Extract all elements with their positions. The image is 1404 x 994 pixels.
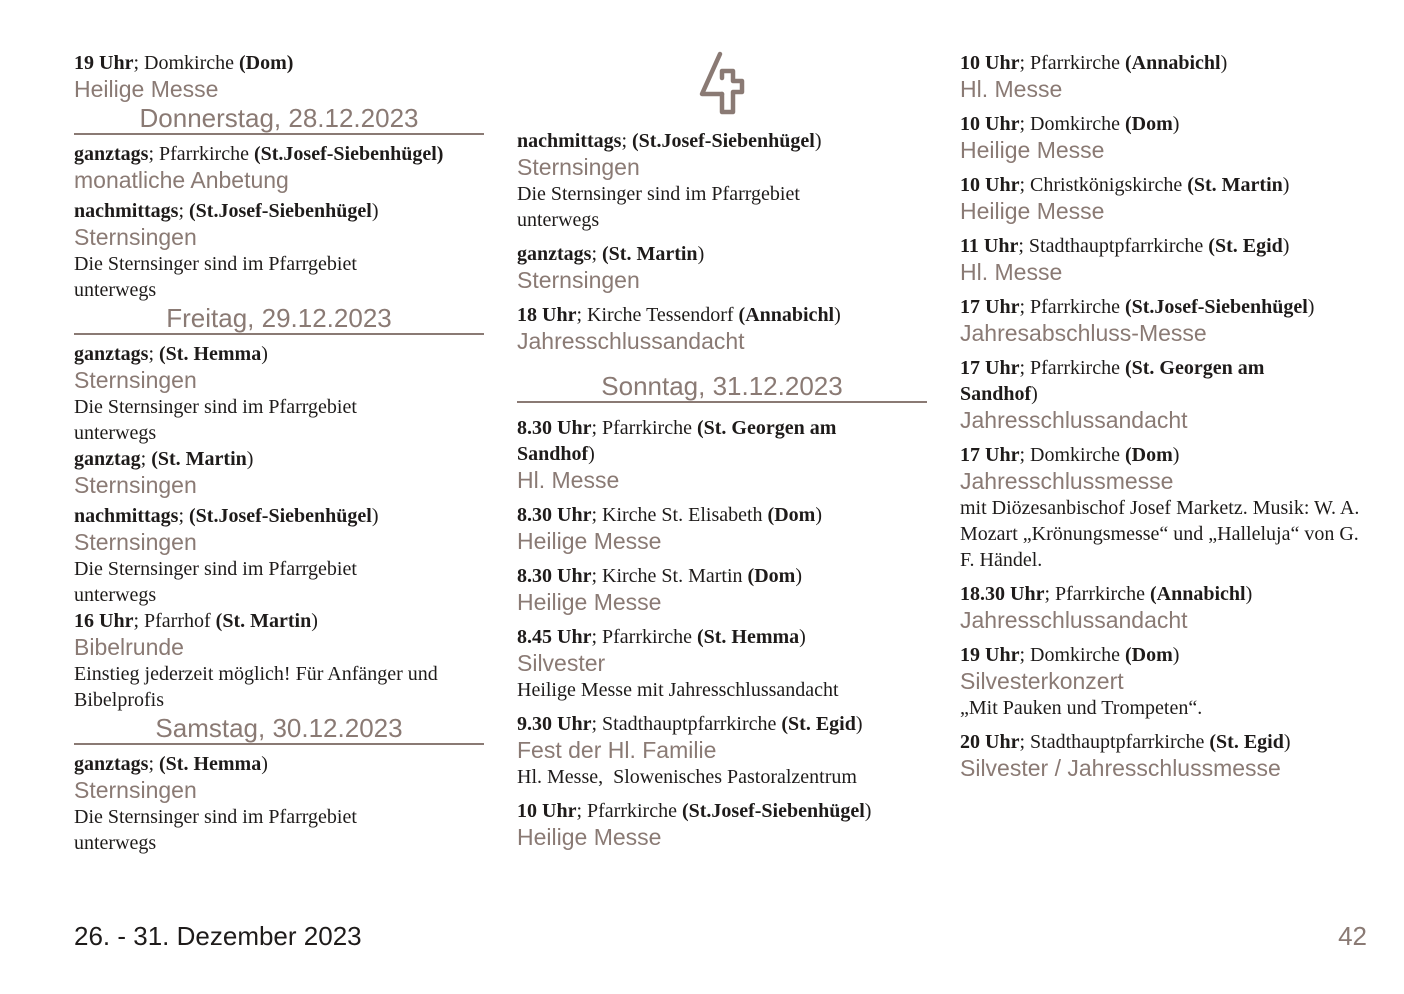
event-entry (517, 128, 929, 233)
separator: ; (1019, 357, 1031, 379)
event-parish: (St.Josef-Siebenhügel (189, 505, 372, 527)
event-title: Silvesterkonzert (960, 668, 1124, 694)
separator: ; (148, 753, 160, 775)
event-location: Pfarrkirche (602, 626, 697, 648)
event-time: 8.30 Uhr (517, 417, 592, 439)
event-location: Domkirche (1030, 644, 1125, 666)
separator: ; (576, 800, 588, 822)
day-header-friday: Freitag, 29.12.2023 (74, 303, 484, 335)
separator: ; (1019, 113, 1031, 135)
event-time: ganztags (74, 753, 149, 775)
parish-close: ) (1283, 731, 1291, 753)
event-entry (960, 294, 1372, 347)
event-title: Silvester / Jahresschlussmesse (960, 755, 1281, 781)
event-parish: (Dom (1125, 644, 1173, 666)
separator: ; (140, 448, 152, 470)
separator: ; (591, 713, 603, 735)
event-location: Pfarrkirche (159, 143, 254, 165)
event-parish: (St. Martin (151, 448, 247, 470)
event-title: Silvester (517, 650, 606, 676)
event-entry (74, 446, 486, 499)
event-location: Stadthauptpfarrkirche (602, 713, 782, 735)
event-time: 19 Uhr (960, 644, 1020, 666)
event-entry (74, 751, 486, 856)
event-title: Hl. Messe (960, 259, 1063, 285)
event-time: 9.30 Uhr (517, 713, 592, 735)
event-parish: (St. Martin (1187, 174, 1283, 196)
parish-close: ) (834, 304, 841, 326)
footer-date-range: 26. - 31. Dezember 2023 (74, 921, 362, 951)
event-header (74, 751, 486, 777)
event-description: Heilige Messe mit Jahresschlussandacht (517, 679, 839, 701)
event-description: Die Sternsinger sind im Pfarrgebiet unterwegs (74, 558, 357, 606)
event-time: 10 Uhr (960, 52, 1020, 74)
event-title: Fest der Hl. Familie (517, 737, 717, 763)
event-time: 17 Uhr (960, 444, 1020, 466)
event-parish: (St.Josef-Siebenhügel (632, 130, 815, 152)
event-entry (74, 141, 486, 194)
event-location: Christkönigskirche (1030, 174, 1188, 196)
event-entry (960, 581, 1372, 634)
event-parish: (Annabichl (1149, 583, 1246, 605)
event-time: 11 Uhr (960, 235, 1019, 257)
event-title: Hl. Messe (517, 467, 620, 493)
parish-close: ) (1220, 52, 1228, 74)
event-parish: (St.Josef-Siebenhügel (1124, 296, 1308, 318)
parish-close: ) (261, 343, 268, 365)
event-entry (960, 355, 1372, 434)
event-location: Stadthauptpfarrkirche (1030, 731, 1210, 753)
event-header (517, 563, 929, 589)
event-parish: (St. Georgen am Sandhof (960, 357, 1265, 405)
event-location: Pfarrhof (144, 610, 216, 632)
event-header (517, 711, 929, 737)
event-location: Pfarrkirche (602, 417, 697, 439)
parish-close: ) (588, 443, 595, 465)
event-header (960, 172, 1372, 198)
event-title: Jahresabschluss-Messe (960, 320, 1207, 346)
event-parish: (St. Hemma (696, 626, 800, 648)
event-time: 10 Uhr (517, 800, 577, 822)
event-title: Heilige Messe (960, 137, 1105, 163)
parish-close: ) (371, 505, 379, 527)
separator: ; (148, 343, 160, 365)
event-time: 18 Uhr (517, 304, 577, 326)
event-header (74, 608, 486, 634)
event-header (74, 503, 486, 529)
separator: ; (591, 565, 603, 587)
event-title: Jahresschlussandacht (517, 328, 745, 354)
event-title: Sternsingen (74, 224, 197, 250)
event-header (960, 294, 1372, 320)
event-parish: (St. Hemma (159, 753, 262, 775)
event-header (517, 302, 929, 328)
separator: ; (1019, 644, 1031, 666)
event-parish: (St. Egid (1208, 235, 1283, 257)
event-entry (517, 241, 929, 294)
separator: ; (133, 610, 145, 632)
event-header (960, 111, 1372, 137)
separator: ; (591, 417, 603, 439)
column-2 (517, 50, 929, 859)
event-parish: (Dom (767, 504, 816, 526)
event-title: Sternsingen (517, 267, 640, 293)
parish-close: ) (1307, 296, 1315, 318)
event-header (74, 141, 486, 167)
event-time: ganztags (517, 243, 592, 265)
parish-close: ) (697, 243, 705, 265)
parish-close: ) (1172, 644, 1180, 666)
separator: ; (1019, 731, 1031, 753)
event-time: ganztags (74, 343, 149, 365)
event-entry (960, 729, 1372, 782)
event-header (74, 198, 486, 224)
day-header-thursday: Donnerstag, 28.12.2023 (74, 103, 484, 135)
parish-close: ) (799, 626, 806, 648)
event-time: nachmittags (74, 200, 179, 222)
event-parish: (St. Martin (215, 610, 312, 632)
page-number: 42 (1338, 921, 1367, 951)
column-3 (960, 50, 1372, 790)
separator: ; (591, 626, 603, 648)
event-entry (517, 624, 929, 703)
separator: ; (591, 504, 603, 526)
event-title: Heilige Messe (517, 528, 662, 554)
event-entry (960, 442, 1372, 573)
event-location: Pfarrkirche (587, 800, 682, 822)
event-title: Sternsingen (74, 777, 197, 803)
event-parish: (Dom) (239, 52, 294, 74)
separator: ; (133, 52, 145, 74)
event-location: Domkirche (144, 52, 239, 74)
four-cross-logo-icon (696, 50, 748, 118)
event-header (517, 415, 912, 467)
event-location: Pfarrkirche (1030, 52, 1125, 74)
event-location: Stadthauptpfarrkirche (1028, 235, 1209, 257)
event-title: Sternsingen (517, 154, 640, 180)
event-entry (960, 111, 1372, 164)
event-time: 8.30 Uhr (517, 504, 592, 526)
event-parish: (St.Josef-Siebenhügel (253, 143, 437, 165)
event-parish: (Dom (747, 565, 796, 587)
day-header-saturday: Samstag, 30.12.2023 (74, 713, 484, 745)
event-description: Einstieg jederzeit möglich! Für Anfänger und Bibelprofis (74, 663, 438, 711)
event-entry (74, 198, 486, 303)
parish-close: ) (855, 713, 863, 735)
parish-close: ) (864, 800, 872, 822)
event-title: Sternsingen (74, 472, 197, 498)
event-location: Domkirche (1030, 113, 1125, 135)
event-location: Kirche St. Martin (602, 565, 748, 587)
event-description: „Mit Pauken und Trompeten“. (960, 697, 1203, 719)
event-parish: (Annabichl (738, 304, 835, 326)
event-time: nachmittags (517, 130, 622, 152)
separator: ; (178, 200, 190, 222)
event-title: Heilige Messe (517, 589, 662, 615)
event-time: 20 Uhr (960, 731, 1020, 753)
event-entry (74, 341, 486, 446)
parish-close: ) (371, 200, 379, 222)
event-parish: (St.Josef-Siebenhügel (681, 800, 865, 822)
event-header (960, 355, 1340, 407)
parish-close: ) (246, 448, 254, 470)
event-description: mit Diözesanbischof Josef Marketz. Musik: W. A. Mozart „Krönungsmesse“ und „Halleluja“ von G. F. Händel. (960, 497, 1360, 571)
event-title: Heilige Messe (960, 198, 1105, 224)
separator: ; (1044, 583, 1056, 605)
event-parish: (St. Georgen am Sandhof (517, 417, 837, 465)
parish-close: ) (1172, 113, 1180, 135)
event-entry (960, 172, 1372, 225)
event-location: Kirche St. Elisabeth (602, 504, 768, 526)
event-header (517, 624, 929, 650)
separator: ; (1018, 235, 1029, 257)
separator: ; (148, 143, 160, 165)
parish-close: ) (1245, 583, 1253, 605)
event-entry (517, 302, 929, 355)
event-header (517, 128, 929, 154)
event-parish: (St. Egid (1209, 731, 1284, 753)
event-entry (960, 642, 1372, 721)
column-1 (74, 50, 486, 856)
event-header (517, 798, 929, 824)
parish-close: ) (1031, 383, 1038, 405)
event-header (960, 233, 1372, 259)
event-title: Heilige Messe (74, 76, 219, 102)
parish-close: ) (261, 753, 268, 775)
event-parish: (Dom (1125, 444, 1173, 466)
parish-close: ) (815, 504, 822, 526)
event-title: Sternsingen (74, 529, 197, 555)
event-location: Pfarrkirche (1055, 583, 1150, 605)
event-entry (960, 50, 1372, 103)
event-title: Sternsingen (74, 367, 197, 393)
event-time: 19 Uhr (74, 52, 134, 74)
event-time: 17 Uhr (960, 357, 1020, 379)
event-header (517, 241, 929, 267)
event-entry (517, 711, 929, 790)
parish-close: ) (311, 610, 318, 632)
event-time: 18.30 Uhr (960, 583, 1045, 605)
event-parish: (St. Hemma (159, 343, 262, 365)
event-time: 10 Uhr (960, 174, 1020, 196)
separator: ; (1019, 174, 1031, 196)
event-header (960, 642, 1372, 668)
event-header (517, 502, 929, 528)
event-header (960, 442, 1372, 468)
event-entry (74, 503, 486, 608)
event-header (74, 446, 486, 472)
parish-close: ) (436, 143, 444, 165)
event-location: Kirche Tessendorf (587, 304, 739, 326)
separator: ; (1019, 296, 1031, 318)
event-time: 10 Uhr (960, 113, 1020, 135)
event-title: Hl. Messe (960, 76, 1063, 102)
event-location: Pfarrkirche (1030, 357, 1125, 379)
event-parish: (Annabichl (1124, 52, 1221, 74)
event-location: Domkirche (1030, 444, 1125, 466)
event-title: Jahresschlussandacht (960, 607, 1188, 633)
logo (517, 50, 927, 128)
event-entry (74, 608, 486, 713)
event-time: nachmittags (74, 505, 179, 527)
event-title: Jahresschlussmesse (960, 468, 1174, 494)
parish-close: ) (1172, 444, 1180, 466)
event-entry (517, 502, 929, 555)
event-header (960, 729, 1372, 755)
event-entry (74, 50, 486, 103)
event-entry (960, 233, 1372, 286)
separator: ; (591, 243, 603, 265)
event-title: Heilige Messe (517, 824, 662, 850)
separator: ; (1019, 444, 1031, 466)
event-title: Jahresschlussandacht (960, 407, 1188, 433)
parish-close: ) (795, 565, 802, 587)
event-parish: (St.Josef-Siebenhügel (189, 200, 372, 222)
event-time: 16 Uhr (74, 610, 134, 632)
event-entry (517, 415, 929, 494)
event-header (960, 581, 1372, 607)
event-description: Die Sternsinger sind im Pfarrgebiet unterwegs (74, 806, 357, 854)
event-time: 17 Uhr (960, 296, 1020, 318)
event-time: ganztag (74, 448, 141, 470)
event-parish: (Dom (1125, 113, 1173, 135)
parish-close: ) (1282, 235, 1290, 257)
day-header-sunday: Sonntag, 31.12.2023 (517, 371, 927, 403)
separator: ; (1019, 52, 1031, 74)
event-title: Bibelrunde (74, 634, 184, 660)
event-parish: (St. Martin (602, 243, 698, 265)
event-header (74, 50, 486, 76)
event-description: Die Sternsinger sind im Pfarrgebiet unterwegs (74, 253, 357, 301)
event-header (74, 341, 486, 367)
event-header (960, 50, 1372, 76)
parish-close: ) (1282, 174, 1290, 196)
event-parish: (St. Egid (781, 713, 856, 735)
separator: ; (621, 130, 633, 152)
event-time: 8.45 Uhr (517, 626, 592, 648)
event-title: monatliche Anbetung (74, 167, 289, 193)
separator: ; (576, 304, 588, 326)
event-description: Die Sternsinger sind im Pfarrgebiet unterwegs (74, 396, 357, 444)
event-description: Die Sternsinger sind im Pfarrgebiet unterwegs (517, 183, 800, 231)
parish-close: ) (814, 130, 822, 152)
event-entry (517, 798, 929, 851)
event-location: Pfarrkirche (1030, 296, 1125, 318)
separator: ; (178, 505, 190, 527)
event-time: ganztags (74, 143, 149, 165)
event-entry (517, 563, 929, 616)
event-time: 8.30 Uhr (517, 565, 592, 587)
event-description: Hl. Messe, Slowenisches Pastoralzentrum (517, 766, 857, 788)
